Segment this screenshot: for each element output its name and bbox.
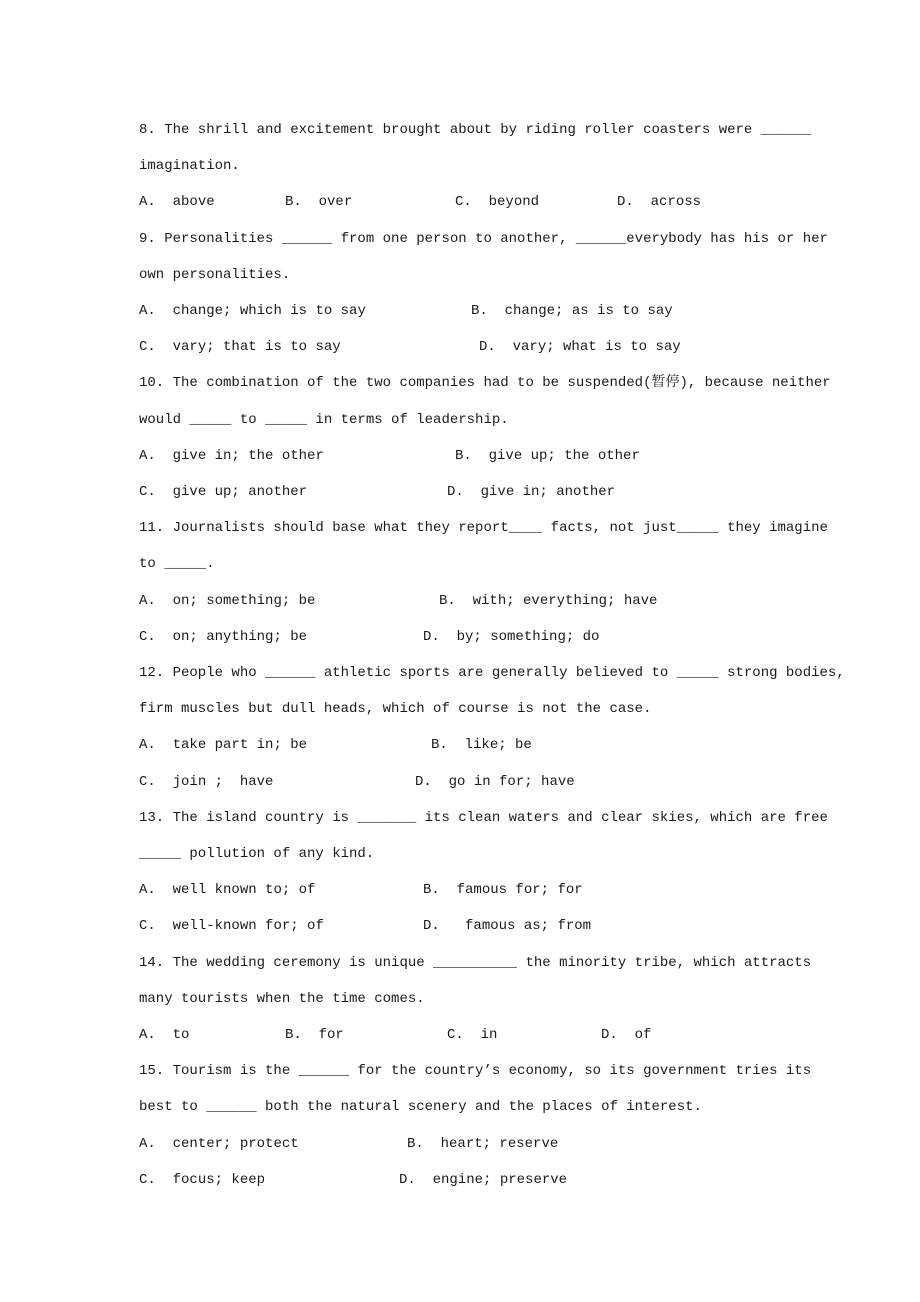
question-12-stem-line: 12. People who ______ athletic sports are generally believed to _____ strong bodies, xyxy=(139,665,845,681)
option-b xyxy=(423,881,583,899)
option-a xyxy=(139,1135,299,1153)
question-13-stem-line: _____ pollution of any kind. xyxy=(139,846,375,862)
option-b xyxy=(285,1026,344,1044)
question-14-stem-line: 14. The wedding ceremony is unique __________ the minority tribe, which attracts xyxy=(139,955,812,971)
option-label: A. xyxy=(139,882,156,898)
option-text: take part in; be xyxy=(172,737,308,753)
option-text: heart; reserve xyxy=(440,1136,559,1152)
option-d xyxy=(479,338,681,356)
option-text: like; be xyxy=(464,737,532,753)
option-text: in xyxy=(480,1027,498,1043)
option-label: C. xyxy=(139,918,156,934)
option-text: famous for; for xyxy=(456,882,583,898)
question-9-stem-line: 9. Personalities ______ from one person to another, ______everybody has his or her xyxy=(139,231,828,247)
option-text: give up; another xyxy=(172,484,308,500)
option-text: beyond xyxy=(488,194,540,210)
option-b xyxy=(455,447,640,465)
option-text: above xyxy=(172,194,215,210)
option-b xyxy=(471,302,673,320)
option-label: A. xyxy=(139,1136,156,1152)
option-d xyxy=(399,1171,567,1189)
option-label: C. xyxy=(139,484,156,500)
option-text: on; anything; be xyxy=(172,629,308,645)
option-d xyxy=(601,1026,651,1044)
option-text: focus; keep xyxy=(172,1172,266,1188)
option-d xyxy=(415,773,575,791)
option-b xyxy=(285,193,352,211)
option-label: B. xyxy=(455,448,472,464)
question-13-stem-line: 13. The island country is _______ its clean waters and clear skies, which are free xyxy=(139,810,828,826)
option-text: go in for; have xyxy=(448,774,575,790)
option-label: A. xyxy=(139,448,156,464)
option-text: join ; have xyxy=(172,774,274,790)
option-text: change; as is to say xyxy=(504,303,673,319)
question-8-stem-line: 8. The shrill and excitement brought about by riding roller coasters were ______ xyxy=(139,122,812,138)
option-d xyxy=(617,193,701,211)
question-14-stem-line: many tourists when the time comes. xyxy=(139,991,425,1007)
option-text: give in; the other xyxy=(172,448,324,464)
option-d xyxy=(423,628,599,646)
option-text: engine; preserve xyxy=(432,1172,568,1188)
option-label: D. xyxy=(601,1027,618,1043)
option-text: well-known for; of xyxy=(172,918,324,934)
option-label: C. xyxy=(139,774,156,790)
option-d xyxy=(447,483,615,501)
option-a xyxy=(139,447,324,465)
question-10-stem-line: 10. The combination of the two companies had to be suspended(暂停), because neither xyxy=(139,375,831,391)
option-text: across xyxy=(650,194,702,210)
option-a xyxy=(139,302,366,320)
option-label: C. xyxy=(139,629,156,645)
option-label: C. xyxy=(455,194,472,210)
option-label: C. xyxy=(139,1172,156,1188)
option-text: vary; that is to say xyxy=(172,339,341,355)
option-text: famous as; from xyxy=(456,918,592,934)
option-text: center; protect xyxy=(172,1136,299,1152)
option-c xyxy=(455,193,539,211)
option-a xyxy=(139,736,307,754)
option-c xyxy=(139,773,273,791)
option-label: B. xyxy=(285,194,302,210)
option-text: for xyxy=(318,1027,344,1043)
option-text: on; something; be xyxy=(172,593,316,609)
option-c xyxy=(139,628,307,646)
option-text: to xyxy=(172,1027,190,1043)
option-label: B. xyxy=(285,1027,302,1043)
question-12-stem-line: firm muscles but dull heads, which of course is not the case. xyxy=(139,701,652,717)
option-b xyxy=(439,592,657,610)
option-label: B. xyxy=(439,593,456,609)
option-label: D. xyxy=(423,918,440,934)
option-text: with; everything; have xyxy=(472,593,658,609)
option-text: give in; another xyxy=(480,484,616,500)
question-11-stem-line: 11. Journalists should base what they report____ facts, not just_____ they imagine xyxy=(139,520,828,536)
option-text: over xyxy=(318,194,353,210)
option-label: D. xyxy=(423,629,440,645)
option-text: by; something; do xyxy=(456,629,600,645)
question-8-stem-line: imagination. xyxy=(139,158,240,174)
option-label: C. xyxy=(447,1027,464,1043)
option-text: of xyxy=(634,1027,652,1043)
option-label: B. xyxy=(431,737,448,753)
option-label: D. xyxy=(415,774,432,790)
option-text: change; which is to say xyxy=(172,303,366,319)
option-c xyxy=(139,917,324,935)
option-a xyxy=(139,881,315,899)
option-label: D. xyxy=(617,194,634,210)
option-c xyxy=(139,1171,265,1189)
option-label: D. xyxy=(479,339,496,355)
option-b xyxy=(407,1135,558,1153)
option-label: B. xyxy=(407,1136,424,1152)
option-a xyxy=(139,193,215,211)
question-9-stem-line: own personalities. xyxy=(139,267,291,283)
question-10-stem-line: would _____ to _____ in terms of leadership. xyxy=(139,412,509,428)
option-b xyxy=(431,736,532,754)
option-label: B. xyxy=(471,303,488,319)
option-label: C. xyxy=(139,339,156,355)
option-c xyxy=(447,1026,497,1044)
question-11-stem-line: to _____. xyxy=(139,556,215,572)
option-label: A. xyxy=(139,1027,156,1043)
option-label: A. xyxy=(139,303,156,319)
question-15-stem-line: 15. Tourism is the ______ for the country’s economy, so its government tries its xyxy=(139,1063,812,1079)
option-text: well known to; of xyxy=(172,882,316,898)
option-c xyxy=(139,483,307,501)
option-text: give up; the other xyxy=(488,448,640,464)
option-d xyxy=(423,917,591,935)
option-a xyxy=(139,1026,189,1044)
question-15-stem-line: best to ______ both the natural scenery and the places of interest. xyxy=(139,1099,702,1115)
option-label: D. xyxy=(399,1172,416,1188)
option-label: D. xyxy=(447,484,464,500)
option-label: B. xyxy=(423,882,440,898)
option-label: A. xyxy=(139,194,156,210)
option-c xyxy=(139,338,341,356)
option-text: vary; what is to say xyxy=(512,339,681,355)
option-a xyxy=(139,592,315,610)
option-label: A. xyxy=(139,593,156,609)
option-label: A. xyxy=(139,737,156,753)
